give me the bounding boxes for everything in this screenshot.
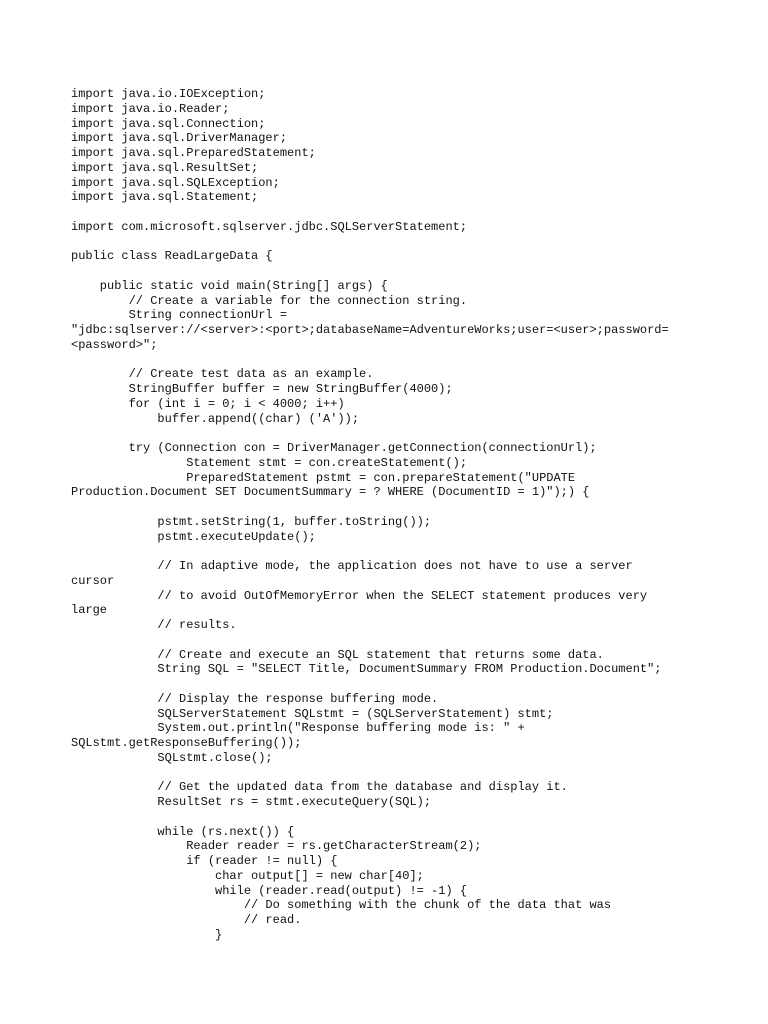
code-line: pstmt.setString(1, buffer.toString());: [71, 514, 432, 529]
code-line: String SQL = "SELECT Title, DocumentSummary FROM Production.Document";: [71, 662, 662, 677]
code-line: import com.microsoft.sqlserver.jdbc.SQLServerStatement;: [71, 219, 468, 234]
code-line: ResultSet rs = stmt.executeQuery(SQL);: [71, 795, 432, 809]
code-line: [71, 426, 701, 441]
code-line: while (reader.read(output) != -1) {: [71, 883, 468, 898]
code-line: [71, 500, 701, 515]
code-line: import java.sql.Statement;: [71, 190, 259, 205]
code-line: [71, 264, 701, 279]
code-line: [71, 677, 701, 692]
code-line: [71, 766, 701, 781]
code-line: SQLServerStatement SQLstmt = (SQLServerStatement) stmt;: [71, 706, 554, 721]
code-line: }: [71, 927, 223, 942]
code-line: cursor: [71, 573, 115, 588]
code-line: // Create a variable for the connection string.: [71, 293, 468, 308]
code-line: import java.sql.SQLException;: [71, 175, 280, 190]
code-line: Reader reader = rs.getCharacterStream(2);: [71, 839, 482, 854]
code-line: [71, 235, 701, 250]
code-line: // Create test data as an example.: [71, 367, 374, 382]
code-listing: [71, 87, 701, 943]
code-line: try (Connection con = DriverManager.getConnection(connectionUrl);: [71, 441, 597, 455]
code-line: String connectionUrl =: [71, 308, 288, 323]
code-line: <password>";: [71, 337, 158, 352]
code-line: "jdbc:sqlserver://<server>:<port>;databaseName=AdventureWorks;user=<user>;password=: [71, 323, 669, 337]
code-line: System.out.println("Response buffering mode is: " +: [71, 721, 525, 736]
code-line: [71, 633, 701, 648]
code-line: [71, 353, 701, 368]
code-line: import java.sql.Connection;: [71, 116, 266, 131]
code-line: public class ReadLargeData {: [71, 249, 273, 264]
code-line: SQLstmt.getResponseBuffering());: [71, 736, 302, 750]
code-line: import java.io.Reader;: [71, 101, 230, 116]
code-line: StringBuffer buffer = new StringBuffer(4000);: [71, 382, 453, 396]
code-line: large: [71, 603, 108, 618]
code-line: pstmt.executeUpdate();: [71, 529, 316, 544]
code-line: import java.io.IOException;: [71, 87, 266, 101]
code-line: // results.: [71, 618, 237, 632]
code-line: // to avoid OutOfMemoryError when the SELECT statement produces very: [71, 588, 648, 603]
code-line: import java.sql.PreparedStatement;: [71, 146, 316, 160]
code-line: Statement stmt = con.createStatement();: [71, 455, 468, 470]
code-line: import java.sql.DriverManager;: [71, 131, 288, 146]
code-line: public static void main(String[] args) {: [71, 278, 388, 293]
code-line: for (int i = 0; i < 4000; i++): [71, 396, 345, 411]
code-line: [71, 810, 701, 825]
code-line: if (reader != null) {: [71, 854, 338, 868]
code-line: char output[] = new char[40];: [71, 868, 424, 883]
code-line: import java.sql.ResultSet;: [71, 160, 259, 175]
code-line: // Display the response buffering mode.: [71, 691, 439, 706]
code-line: [71, 205, 701, 220]
code-line: [71, 544, 701, 559]
code-line: PreparedStatement pstmt = con.prepareStatement("UPDATE: [71, 470, 576, 485]
code-line: // read.: [71, 913, 302, 927]
code-line: // Do something with the chunk of the data that was: [71, 898, 612, 913]
code-line: // Create and execute an SQL statement that returns some data.: [71, 647, 604, 662]
code-line: // Get the updated data from the database and display it.: [71, 780, 568, 795]
code-line: buffer.append((char) ('A'));: [71, 411, 360, 426]
code-line: SQLstmt.close();: [71, 750, 273, 765]
code-line: Production.Document SET DocumentSummary = ? WHERE (DocumentID = 1)");) {: [71, 485, 590, 500]
code-line: while (rs.next()) {: [71, 824, 295, 839]
code-line: // In adaptive mode, the application does not have to use a server: [71, 559, 633, 573]
